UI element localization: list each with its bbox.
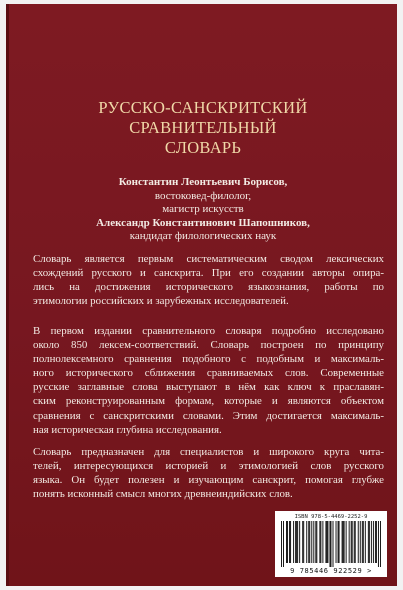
paragraph-line: полнолексемного сравнения подобного с подобным и максималь-: [33, 353, 384, 366]
book-back-cover: [6, 4, 397, 586]
isbn-barcode: [275, 511, 387, 577]
paragraph-line: русские заглавные слова выступают в нём как ключ к праславян-: [33, 381, 384, 394]
barcode-bars-icon: [281, 521, 381, 567]
paragraph-line: лись на достижения исторического языкознания, работы по: [33, 281, 384, 294]
paragraph-line: телей, интересующихся историей и этимологией слов русского: [33, 460, 384, 473]
title-line-2: СРАВНИТЕЛЬНЫЙ: [129, 118, 277, 137]
paragraph-line: схождений русского и санскрита. При его создании авторы опира-: [33, 267, 384, 280]
book-title: [9, 98, 397, 158]
paragraph-line: около 850 лексем-соответствий. Словарь построен по принципу: [33, 339, 384, 352]
authors-block: [9, 176, 397, 244]
title-line-3: СЛОВАРЬ: [164, 138, 242, 157]
title-line-1: РУССКО-САНСКРИТСКИЙ: [98, 98, 308, 117]
isbn-text: ISBN 978-5-4469-2252-9: [294, 514, 368, 520]
author-2-degree: кандидат филологических наук: [129, 230, 277, 243]
barcode-digits: 9 785446 922529 >: [290, 567, 372, 575]
description-paragraph-3: [33, 445, 384, 501]
paragraph-line: языка. Он будет полезен и изучающим санскрит, помогая глубже: [33, 474, 384, 487]
author-2-name: Александр Константинович Шапошников,: [96, 216, 310, 229]
paragraph-line: понять исконный смысл многих древнеиндийских слов.: [33, 488, 293, 501]
author-1-degree: магистр искусств: [162, 203, 244, 216]
author-1-name: Константин Леонтьевич Борисов,: [118, 176, 288, 188]
paragraph-line: ная историческая глубина исследования.: [33, 423, 222, 436]
paragraph-line: Словарь является первым систематическим сводом лексических: [33, 253, 384, 265]
author-1-role: востоковед-филолог,: [154, 189, 252, 202]
paragraph-line: ским реконструированным формам, которые и являются объектом: [33, 395, 384, 408]
paragraph-line: В первом издании сравнительного словаря подробно исследовано: [33, 325, 384, 337]
description-paragraph-1: [33, 252, 384, 308]
description-paragraph-2: [33, 324, 384, 437]
paragraph-line: Словарь предназначен для специалистов и широкого круга чита-: [33, 446, 384, 458]
paragraph-line: этимологии российских и зарубежных исследователей.: [33, 295, 289, 308]
paragraph-line: ного исторического сближения сравниваемых слов. Современные: [33, 367, 384, 380]
paragraph-line: сравнения с санскритскими словами. Этим достигается максималь-: [33, 409, 384, 422]
